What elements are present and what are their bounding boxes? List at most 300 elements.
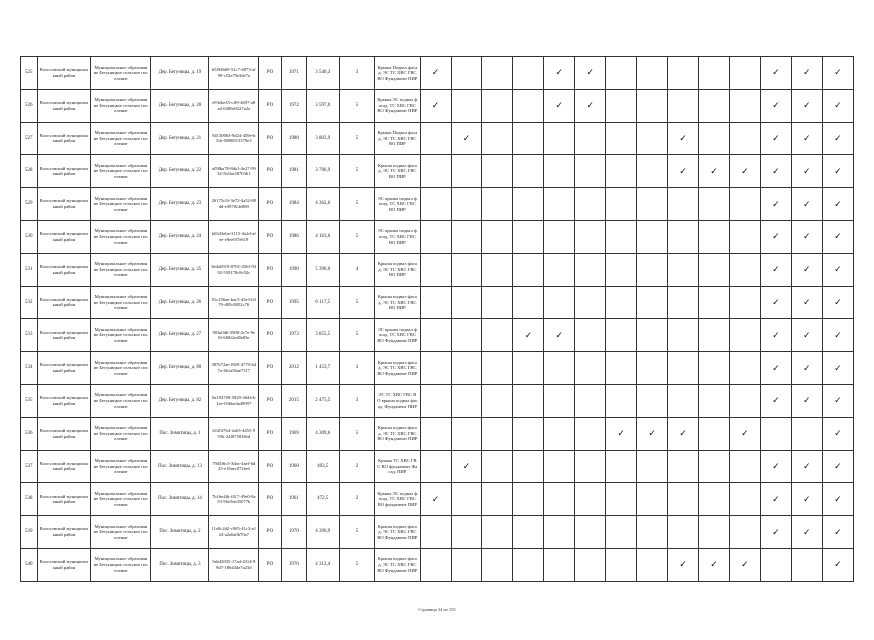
work-check-cell (822, 253, 853, 286)
work-check-cell (513, 89, 544, 122)
work-check-cell (482, 89, 513, 122)
year-cell: 1986 (281, 220, 306, 253)
guid-cell: 11e8c2d2-c965-41c3-a124-a2a6a0b70a7 (209, 516, 259, 549)
work-check-cell (575, 57, 606, 90)
row-number: 532 (21, 286, 38, 319)
works-cell: Крыша подвал фасад, ЭС ТС ХВС ГВС ВО Фундамент ПИР (375, 516, 421, 549)
table-row (21, 155, 854, 188)
municipality-cell: Муниципальное образование Бегуницкое сельское поселение (91, 57, 151, 90)
table-row (21, 286, 854, 319)
page-footer: Страница 34 из 155 (418, 607, 456, 612)
work-check-cell (575, 155, 606, 188)
work-check-cell (420, 548, 451, 581)
check-mark-icon: ✓ (462, 132, 471, 143)
work-check-cell (729, 417, 760, 450)
works-cell: Крыша подвал фасад, ЭС ТС ХВС ГВС ВО ПИР (375, 286, 421, 319)
work-check-cell (791, 286, 822, 319)
check-mark-icon: ✓ (741, 428, 749, 439)
work-check-cell (791, 253, 822, 286)
work-check-cell (606, 89, 637, 122)
area-cell: 5 390,0 (306, 253, 339, 286)
area-cell: 3 803,9 (306, 122, 339, 155)
register-table (20, 56, 854, 582)
work-check-cell (668, 319, 699, 352)
address-cell: Дер. Бегуницы, д. 80 (151, 352, 209, 385)
work-check-cell (668, 352, 699, 385)
work-check-cell (637, 483, 668, 516)
check-mark-icon: ✓ (679, 428, 687, 439)
check-mark-icon: ✓ (710, 559, 718, 570)
work-check-cell (544, 450, 575, 483)
register-table-body (21, 57, 854, 582)
guid-cell: 94150063-9d24-459e-b5dc-8896913379e3 (209, 122, 259, 155)
check-mark-icon: ✓ (679, 165, 687, 176)
work-check-cell (606, 319, 637, 352)
row-number: 538 (21, 483, 38, 516)
table-row (21, 417, 854, 450)
area-cell: 4 312,4 (306, 548, 339, 581)
work-check-cell (729, 220, 760, 253)
works-cell: ЭС крыша подвал фасад, ТС ХВС ГВС ВО Фундамент ПИР (375, 319, 421, 352)
work-check-cell (513, 319, 544, 352)
floors-cell: 5 (339, 155, 374, 188)
check-mark-icon: ✓ (834, 198, 842, 209)
year-cell: 2015 (281, 384, 306, 417)
table-row (21, 384, 854, 417)
works-cell: Крыша Подвал фасад, ЭС ТС ХВС ГВС ВО ПИР (375, 122, 421, 155)
guid-cell: af58ba78-8da1-4e27-9932-5b1ba3870361 (209, 155, 259, 188)
check-mark-icon: ✓ (679, 559, 687, 570)
work-check-cell (791, 319, 822, 352)
address-cell: Дер. Бегуницы, д. 20 (151, 89, 209, 122)
work-check-cell (668, 450, 699, 483)
address-cell: Дер. Бегуницы, д. 25 (151, 253, 209, 286)
fund-form-cell: РО (259, 319, 282, 352)
work-check-cell (513, 220, 544, 253)
work-check-cell (451, 319, 482, 352)
work-check-cell (420, 253, 451, 286)
check-mark-icon: ✓ (772, 67, 780, 78)
work-check-cell (420, 220, 451, 253)
table-row (21, 516, 854, 549)
work-check-cell (699, 450, 730, 483)
work-check-cell (760, 319, 791, 352)
row-number: 527 (21, 122, 38, 155)
fund-form-cell: РО (259, 450, 282, 483)
work-check-cell (791, 516, 822, 549)
address-cell: Дер. Бегуницы, д. 27 (151, 319, 209, 352)
address-cell: Пос. Зимитицы, д. 3 (151, 548, 209, 581)
work-check-cell (420, 319, 451, 352)
work-check-cell (699, 384, 730, 417)
table-row (21, 122, 854, 155)
year-cell: 1995 (281, 286, 306, 319)
year-cell: 1972 (281, 89, 306, 122)
check-mark-icon: ✓ (617, 428, 625, 439)
area-cell: 4 390,9 (306, 516, 339, 549)
work-check-cell (606, 220, 637, 253)
area-cell: 2 475,5 (306, 384, 339, 417)
check-mark-icon: ✓ (586, 67, 595, 78)
year-cell: 1971 (281, 57, 306, 90)
work-check-cell (637, 286, 668, 319)
floors-cell: 5 (339, 548, 374, 581)
works-cell: ЭС ТС ХВС ГВС ВО крыша подвал фасад, Фундамент ПИР (375, 384, 421, 417)
district-cell: Волосовский муниципальный район (37, 548, 91, 581)
check-mark-icon: ✓ (803, 362, 811, 373)
works-cell: Крыша подвал фасад, ЭС ТС ХВС ГВС ВО Фундамент ПИР (375, 352, 421, 385)
work-check-cell (420, 516, 451, 549)
address-cell: Пос. Зимитицы, д. 13 (151, 450, 209, 483)
district-cell: Волосовский муниципальный район (37, 89, 91, 122)
row-number: 536 (21, 417, 38, 450)
floors-cell: 5 (339, 122, 374, 155)
fund-form-cell: РО (259, 548, 282, 581)
work-check-cell (760, 253, 791, 286)
work-check-cell (699, 188, 730, 221)
work-check-cell (699, 253, 730, 286)
work-check-cell (729, 319, 760, 352)
check-mark-icon: ✓ (803, 296, 811, 307)
work-check-cell (420, 155, 451, 188)
fund-form-cell: РО (259, 286, 282, 319)
work-check-cell (668, 155, 699, 188)
check-mark-icon: ✓ (834, 395, 842, 406)
district-cell: Волосовский муниципальный район (37, 384, 91, 417)
work-check-cell (729, 548, 760, 581)
work-check-cell (544, 253, 575, 286)
work-check-cell (668, 483, 699, 516)
work-check-cell (575, 220, 606, 253)
work-check-cell (668, 253, 699, 286)
work-check-cell (822, 384, 853, 417)
floors-cell: 3 (339, 352, 374, 385)
work-check-cell (575, 548, 606, 581)
address-cell: Дер. Бегуницы, д. 26 (151, 286, 209, 319)
work-check-cell (420, 417, 451, 450)
year-cell: 1980 (281, 122, 306, 155)
guid-cell: b5f94669-51c7-4873-af99-c52e79e3de7a (209, 57, 259, 90)
check-mark-icon: ✓ (834, 296, 842, 307)
work-check-cell (760, 122, 791, 155)
check-mark-icon: ✓ (803, 165, 811, 176)
floors-cell: 5 (339, 516, 374, 549)
work-check-cell (729, 188, 760, 221)
address-cell: Пос. Зимитицы, д. 2 (151, 516, 209, 549)
work-check-cell (451, 89, 482, 122)
work-check-cell (575, 122, 606, 155)
work-check-cell (668, 384, 699, 417)
area-cell: 4 362,6 (306, 188, 339, 221)
check-mark-icon: ✓ (834, 493, 842, 504)
year-cell: 1960 (281, 450, 306, 483)
fund-form-cell: РО (259, 516, 282, 549)
row-number: 537 (21, 450, 38, 483)
work-check-cell (513, 122, 544, 155)
work-check-cell (451, 352, 482, 385)
municipality-cell: Муниципальное образование Бегуницкое сельское поселение (91, 384, 151, 417)
check-mark-icon: ✓ (803, 329, 811, 340)
floors-cell: 5 (339, 89, 374, 122)
work-check-cell (699, 548, 730, 581)
municipality-cell: Муниципальное образование Бегуницкое сельское поселение (91, 286, 151, 319)
work-check-cell (699, 89, 730, 122)
work-check-cell (420, 384, 451, 417)
fund-form-cell: РО (259, 352, 282, 385)
work-check-cell (760, 450, 791, 483)
work-check-cell (729, 352, 760, 385)
work-check-cell (637, 188, 668, 221)
work-check-cell (699, 352, 730, 385)
municipality-cell: Муниципальное образование Бегуницкое сельское поселение (91, 220, 151, 253)
municipality-cell: Муниципальное образование Бегуницкое сельское поселение (91, 253, 151, 286)
work-check-cell (575, 286, 606, 319)
work-check-cell (822, 220, 853, 253)
work-check-cell (606, 417, 637, 450)
check-mark-icon: ✓ (834, 428, 842, 439)
work-check-cell (791, 352, 822, 385)
work-check-cell (606, 57, 637, 90)
work-check-cell (760, 188, 791, 221)
work-check-cell (575, 253, 606, 286)
address-cell: Дер. Бегуницы, д. 23 (151, 188, 209, 221)
work-check-cell (606, 516, 637, 549)
check-mark-icon: ✓ (803, 493, 811, 504)
table-row (21, 548, 854, 581)
work-check-cell (637, 319, 668, 352)
work-check-cell (544, 286, 575, 319)
fund-form-cell: РО (259, 384, 282, 417)
work-check-cell (791, 450, 822, 483)
floors-cell: 2 (339, 483, 374, 516)
row-number: 529 (21, 188, 38, 221)
row-number: 540 (21, 548, 38, 581)
district-cell: Волосовский муниципальный район (37, 253, 91, 286)
table-row (21, 89, 854, 122)
work-check-cell (513, 286, 544, 319)
check-mark-icon: ✓ (834, 460, 842, 471)
year-cell: 1961 (281, 483, 306, 516)
work-check-cell (791, 57, 822, 90)
work-check-cell (575, 352, 606, 385)
work-check-cell (482, 352, 513, 385)
work-check-cell (606, 384, 637, 417)
check-mark-icon: ✓ (803, 231, 811, 242)
row-number: 528 (21, 155, 38, 188)
check-mark-icon: ✓ (834, 526, 842, 537)
municipality-cell: Муниципальное образование Бегуницкое сельское поселение (91, 352, 151, 385)
check-mark-icon: ✓ (772, 132, 780, 143)
check-mark-icon: ✓ (772, 198, 780, 209)
works-cell: Крыша подвал фасад, ЭС ТС ХВС ГВС ВО Фундамент ПИР (375, 548, 421, 581)
check-mark-icon: ✓ (555, 67, 564, 78)
work-check-cell (729, 450, 760, 483)
check-mark-icon: ✓ (834, 329, 842, 340)
work-check-cell (699, 286, 730, 319)
area-cell: 3 855,5 (306, 319, 339, 352)
work-check-cell (451, 253, 482, 286)
work-check-cell (451, 417, 482, 450)
row-number: 525 (21, 57, 38, 90)
work-check-cell (729, 384, 760, 417)
work-check-cell (760, 89, 791, 122)
work-check-cell (822, 483, 853, 516)
year-cell: 2012 (281, 352, 306, 385)
work-check-cell (482, 253, 513, 286)
work-check-cell (482, 516, 513, 549)
work-check-cell (420, 188, 451, 221)
year-cell: 1990 (281, 253, 306, 286)
year-cell: 1973 (281, 319, 306, 352)
work-check-cell (420, 286, 451, 319)
work-check-cell (637, 220, 668, 253)
year-cell: 1970 (281, 516, 306, 549)
work-check-cell (451, 220, 482, 253)
district-cell: Волосовский муниципальный район (37, 319, 91, 352)
check-mark-icon: ✓ (431, 100, 440, 111)
work-check-cell (482, 57, 513, 90)
work-check-cell (760, 384, 791, 417)
year-cell: 1981 (281, 155, 306, 188)
work-check-cell (637, 122, 668, 155)
work-check-cell (606, 188, 637, 221)
area-cell: 4 163,0 (306, 220, 339, 253)
check-mark-icon: ✓ (803, 395, 811, 406)
work-check-cell (729, 253, 760, 286)
work-check-cell (699, 122, 730, 155)
work-check-cell (482, 319, 513, 352)
work-check-cell (637, 57, 668, 90)
area-cell: 6 117,5 (306, 286, 339, 319)
work-check-cell (482, 417, 513, 450)
work-check-cell (791, 417, 822, 450)
floors-cell: 3 (339, 384, 374, 417)
check-mark-icon: ✓ (803, 264, 811, 275)
work-check-cell (606, 450, 637, 483)
municipality-cell: Муниципальное образование Бегуницкое сельское поселение (91, 122, 151, 155)
work-check-cell (420, 450, 451, 483)
area-cell: 493,5 (306, 450, 339, 483)
check-mark-icon: ✓ (834, 132, 842, 143)
guid-cell: 5ab43035-17ad-4314-99d7-186444e7a23d (209, 548, 259, 581)
floors-cell: 2 (339, 450, 374, 483)
work-check-cell (451, 57, 482, 90)
municipality-cell: Муниципальное образование Бегуницкое сельское поселение (91, 516, 151, 549)
work-check-cell (544, 155, 575, 188)
work-check-cell (822, 417, 853, 450)
check-mark-icon: ✓ (431, 67, 440, 78)
work-check-cell (668, 516, 699, 549)
check-mark-icon: ✓ (803, 132, 811, 143)
area-cell: 1 453,7 (306, 352, 339, 385)
work-check-cell (760, 548, 791, 581)
work-check-cell (791, 89, 822, 122)
works-cell: Крыша ТС ХВС ГВС ВО фундамент Фасад, ПИР (375, 450, 421, 483)
fund-form-cell: РО (259, 155, 282, 188)
work-check-cell (668, 89, 699, 122)
work-check-cell (420, 57, 451, 90)
district-cell: Волосовский муниципальный район (37, 450, 91, 483)
work-check-cell (791, 384, 822, 417)
work-check-cell (544, 384, 575, 417)
work-check-cell (791, 155, 822, 188)
work-check-cell (822, 286, 853, 319)
work-check-cell (451, 548, 482, 581)
municipality-cell: Муниципальное образование Бегуницкое сельское поселение (91, 188, 151, 221)
work-check-cell (791, 483, 822, 516)
fund-form-cell: РО (259, 57, 282, 90)
work-check-cell (544, 352, 575, 385)
work-check-cell (760, 155, 791, 188)
table-row (21, 319, 854, 352)
work-check-cell (606, 253, 637, 286)
work-check-cell (451, 155, 482, 188)
works-cell: ЭС крыша подвал фасад, ТС ХВС ГВС ВО ПИР (375, 188, 421, 221)
work-check-cell (575, 319, 606, 352)
work-check-cell (729, 286, 760, 319)
work-check-cell (822, 516, 853, 549)
table-row (21, 352, 854, 385)
guid-cell: b0343eba-3115-4a2d-afee-e9ee0f7e619 (209, 220, 259, 253)
table-row (21, 57, 854, 90)
work-check-cell (420, 483, 451, 516)
municipality-cell: Муниципальное образование Бегуницкое сельское поселение (91, 319, 151, 352)
floors-cell: 5 (339, 220, 374, 253)
year-cell: 1969 (281, 417, 306, 450)
work-check-cell (637, 89, 668, 122)
work-check-cell (606, 483, 637, 516)
work-check-cell (451, 516, 482, 549)
work-check-cell (760, 516, 791, 549)
area-cell: 472,5 (306, 483, 339, 516)
address-cell: Дер. Бегуницы, д. 19 (151, 57, 209, 90)
work-check-cell (699, 417, 730, 450)
work-check-cell (451, 286, 482, 319)
guid-cell: 8a192709-5829-4d44-b1ee-05bbeda49997 (209, 384, 259, 417)
work-check-cell (668, 286, 699, 319)
check-mark-icon: ✓ (555, 100, 564, 111)
work-check-cell (451, 122, 482, 155)
check-mark-icon: ✓ (834, 67, 842, 78)
work-check-cell (729, 57, 760, 90)
works-cell: Крыша подвал фасад, ЭС ТС ХВС ГВС ВО ПИР (375, 155, 421, 188)
area-cell: 3 597,0 (306, 89, 339, 122)
work-check-cell (637, 253, 668, 286)
work-check-cell (482, 548, 513, 581)
area-cell: 3 540,3 (306, 57, 339, 90)
row-number: 531 (21, 253, 38, 286)
municipality-cell: Муниципальное образование Бегуницкое сельское поселение (91, 89, 151, 122)
check-mark-icon: ✓ (834, 264, 842, 275)
works-cell: Крыша ЭС подвал фасад, ТС ХВС ГВС ВО фундамент ПИР (375, 483, 421, 516)
work-check-cell (668, 548, 699, 581)
work-check-cell (482, 286, 513, 319)
check-mark-icon: ✓ (834, 231, 842, 242)
work-check-cell (575, 516, 606, 549)
municipality-cell: Муниципальное образование Бегуницкое сельское поселение (91, 155, 151, 188)
row-number: 535 (21, 384, 38, 417)
fund-form-cell: РО (259, 483, 282, 516)
work-check-cell (822, 319, 853, 352)
table-row (21, 450, 854, 483)
address-cell: Пос. Зимитицы, д. 1 (151, 417, 209, 450)
work-check-cell (544, 319, 575, 352)
work-check-cell (513, 450, 544, 483)
work-check-cell (791, 548, 822, 581)
guid-cell: 01c256ae-bac5-43e3-b370-d05c8052c76 (209, 286, 259, 319)
work-check-cell (699, 483, 730, 516)
work-check-cell (729, 122, 760, 155)
